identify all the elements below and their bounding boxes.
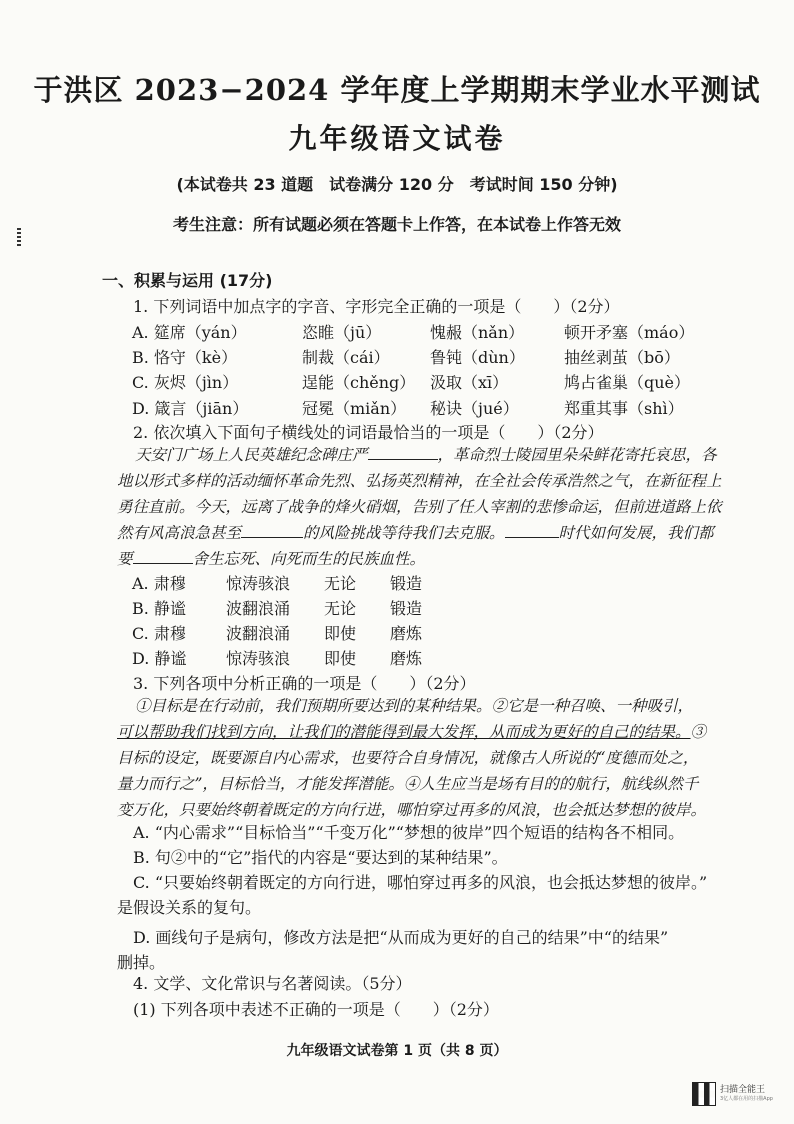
scanner-brand: 扫描全能王 xyxy=(720,1085,766,1095)
section-heading: 一、积累与运用 (17分) xyxy=(102,271,273,290)
q3-option-c: C. “只要始终朝着既定的方向行进，哪怕穿过再多的风浪，也会抵达梦想的彼岸。” xyxy=(133,873,708,892)
q2-a-1: A. 肃穆 xyxy=(132,574,186,593)
q2-text-9: 舍生忘死、向死而生的民族血性。 xyxy=(192,550,426,568)
exam-subtitle: 九年级语文试卷 xyxy=(288,122,506,155)
scanner-tagline: 3亿人都在用的扫描App xyxy=(720,1096,773,1102)
exam-title: 于洪区 2023−2024 学年度上学期期末学业水平测试 xyxy=(33,73,761,107)
q1-d-2: 冠冕（miǎn） xyxy=(302,399,407,418)
q2-b-3: 无论 xyxy=(324,599,357,618)
q1-b-4: 抽丝剥茧（bō） xyxy=(564,348,680,367)
q1-c-3: 汲取（xī） xyxy=(430,373,509,392)
q2-c-4: 磨炼 xyxy=(390,624,423,643)
q2-text-5: 然有风高浪急甚至 xyxy=(117,524,242,542)
q2-d-4: 磨炼 xyxy=(390,649,423,668)
q2-text-8: 要 xyxy=(117,550,133,568)
question-1-stem: 1. 下列词语中加点字的字音、字形完全正确的一项是（ ）（2分） xyxy=(133,297,620,316)
q1-b-3: 鲁钝（dùn） xyxy=(430,348,525,367)
q3-option-b: B. 句②中的“它”指代的内容是“要达到的某种结果”。 xyxy=(133,848,508,867)
exam-notice: 考生注意：所有试题必须在答题卡上作答，在本试卷上作答无效 xyxy=(172,215,621,234)
q3-option-a: A. “内心需求”“目标恰当”“千变万化”“梦想的彼岸”四个短语的结构各不相同。 xyxy=(133,823,685,842)
q2-c-3: 即使 xyxy=(324,624,357,643)
q1-a-3: 愧赧（nǎn） xyxy=(430,323,525,342)
q3-text-5: 量力而行之”，目标恰当，才能发挥潜能。④人生应当是场有目的的航行，航线纵然千 xyxy=(117,775,699,793)
q2-b-1: B. 静谧 xyxy=(132,599,186,618)
q3-passage xyxy=(117,693,729,823)
q2-c-2: 波翻浪涌 xyxy=(226,624,291,643)
q1-c-1: C. 灰烬（jìn） xyxy=(132,373,239,392)
question-4-sub1: (1) 下列各项中表述不正确的一项是（ ）（2分） xyxy=(133,1000,499,1019)
q1-d-1: D. 箴言（jiān） xyxy=(132,399,249,418)
q2-blank-2 xyxy=(241,523,303,538)
q2-b-4: 锻造 xyxy=(390,599,423,618)
q2-passage xyxy=(117,442,729,572)
question-3-stem: 3. 下列各项中分析正确的一项是（ ）（2分） xyxy=(133,674,476,693)
question-2-stem: 2. 依次填入下面句子横线处的词语最恰当的一项是（ ）（2分） xyxy=(133,423,604,442)
q1-c-2: 逞能（chěng） xyxy=(302,373,416,392)
q1-a-1: A. 筵席（yán） xyxy=(132,323,247,342)
q2-text-3: 地以形式多样的活动缅怀革命先烈、弘扬英烈精神，在全社会传承浩然之气，在新征程上 xyxy=(117,472,722,490)
q2-d-3: 即使 xyxy=(324,649,357,668)
q2-d-2: 惊涛骇浪 xyxy=(226,649,291,668)
q3-option-d-cont: 删掉。 xyxy=(117,953,166,972)
exam-meta: (本试卷共 23 道题 试卷满分 120 分 考试时间 150 分钟) xyxy=(176,175,618,194)
q3-option-c-cont: 是假设关系的复句。 xyxy=(117,898,262,917)
q2-text-1: 天安门广场上人民英雄纪念碑庄严 xyxy=(135,446,368,464)
q2-text-2: ，革命烈士陵园里朵朵鲜花寄托哀思，各 xyxy=(437,446,717,464)
q2-a-3: 无论 xyxy=(324,574,357,593)
q1-c-4: 鸠占雀巢（què） xyxy=(564,373,691,392)
q2-a-4: 锻造 xyxy=(390,574,423,593)
q3-text-6: 变万化，只要始终朝着既定的方向行进，哪怕穿过再多的风浪，也会抵达梦想的彼岸。 xyxy=(117,801,707,819)
q2-c-1: C. 肃穆 xyxy=(132,624,186,643)
q1-d-4: 郑重其事（shì） xyxy=(564,399,684,418)
question-4-stem: 4. 文学、文化常识与名著阅读。（5分） xyxy=(133,974,412,993)
q3-text-4: 目标的设定，既要源自内心需求，也要符合自身情况，就像古人所说的“度德而处之， xyxy=(117,749,699,767)
q2-text-4: 勇往直前。今天，远离了战争的烽火硝烟，告别了任人宰割的悲惨命运，但前进道路上依 xyxy=(117,498,722,516)
q3-underlined-sentence: 可以帮助我们找到方向，让我们的潜能得到最大发挥，从而成为更好的自己的结果。 xyxy=(117,723,691,741)
q2-blank-1 xyxy=(368,445,438,460)
qr-code-icon xyxy=(692,1082,716,1106)
q1-b-2: 制裁（cái） xyxy=(302,348,390,367)
q1-b-1: B. 恪守（kè） xyxy=(132,348,238,367)
q3-options xyxy=(117,820,731,975)
q2-d-1: D. 静谧 xyxy=(132,649,187,668)
q2-text-6: 的风险挑战等待我们去克服。 xyxy=(303,524,505,542)
q2-b-2: 波翻浪涌 xyxy=(226,599,291,618)
q3-option-d: D. 画线句子是病句，修改方法是把“从而成为更好的自己的结果”中“的结果” xyxy=(133,928,669,947)
q2-blank-3 xyxy=(505,523,559,538)
q3-text-3: ③ xyxy=(690,723,707,741)
q2-text-7: 时代如何发展，我们都 xyxy=(558,524,714,542)
q1-d-3: 秘诀（jué） xyxy=(430,399,519,418)
q3-text-1: ①目标是在行动前，我们预期所要达到的某种结果。②它是一种召唤、一种吸引， xyxy=(135,697,694,715)
page-footer: 九年级语文试卷第 1 页（共 8 页） xyxy=(286,1043,508,1059)
q2-a-2: 惊涛骇浪 xyxy=(226,574,291,593)
q2-blank-4 xyxy=(133,549,193,564)
scanner-watermark xyxy=(692,1082,782,1108)
q1-a-4: 顿开矛塞（máo） xyxy=(564,323,695,342)
q1-a-2: 恣睢（jū） xyxy=(302,323,382,342)
